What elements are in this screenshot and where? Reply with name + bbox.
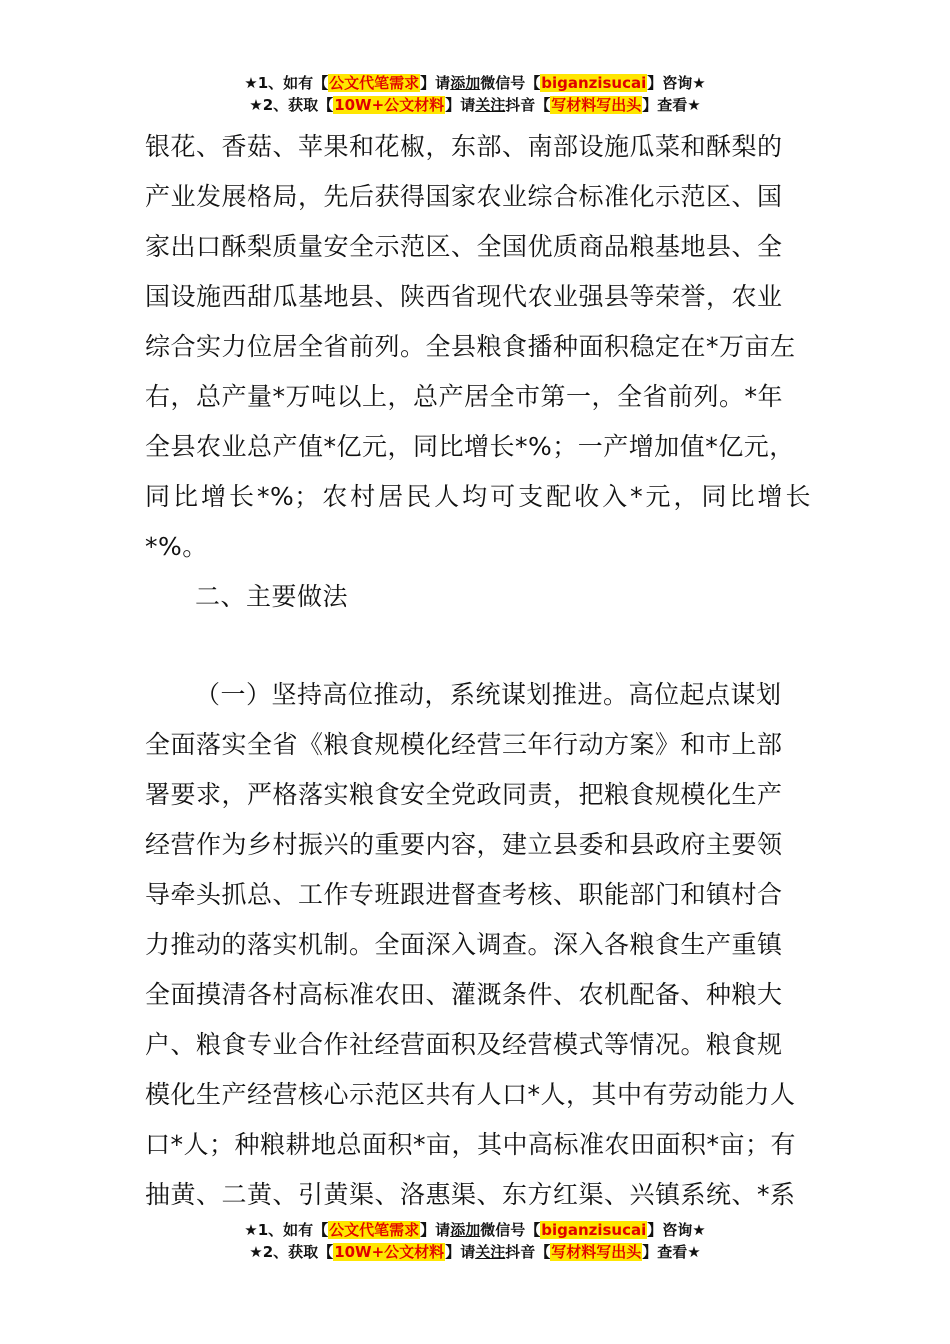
banner-text: 】查看★ bbox=[642, 1243, 701, 1261]
banner-text: 抖音【 bbox=[505, 96, 551, 114]
text-line: 全县农业总产值*亿元，同比增长*%；一产增加值*亿元， bbox=[145, 432, 795, 461]
banner-text: 】查看★ bbox=[642, 96, 701, 114]
banner-text: 】咨询★ bbox=[647, 74, 706, 92]
underlined-word: 关注 bbox=[475, 96, 506, 114]
text-line: 同比增长*%；农村居民人均可支配收入*元，同比增长*%。 bbox=[145, 482, 811, 561]
banner-line-2 bbox=[0, 1241, 950, 1263]
text-line: 产业发展格局，先后获得国家农业综合标准化示范区、国 bbox=[145, 182, 783, 211]
highlight-wechat-id: biganzisucai bbox=[541, 74, 647, 92]
heading-text: 二、主要做法 bbox=[195, 582, 349, 611]
banner-line-1 bbox=[0, 72, 950, 94]
highlight-service: 公文代笔需求 bbox=[329, 74, 420, 92]
footer-banner bbox=[0, 1219, 950, 1263]
highlight-douyin-account: 写材料写出头 bbox=[551, 1243, 642, 1261]
text-line: 银花、香菇、苹果和花椒，东部、南部设施瓜菜和酥梨的 bbox=[145, 132, 783, 161]
text-line: 抽黄、二黄、引黄渠、洛惠渠、东方红渠、兴镇系统、*系 bbox=[145, 1180, 796, 1209]
text-line: 国设施西甜瓜基地县、陕西省现代农业强县等荣誉，农业 bbox=[145, 282, 783, 311]
section-heading bbox=[195, 572, 861, 622]
text-line: 力推动的落实机制。全面深入调查。深入各粮食生产重镇 bbox=[145, 930, 783, 959]
text-line: 右，总产量*万吨以上，总产居全市第一，全省前列。*年 bbox=[145, 382, 784, 411]
text-line: 综合实力位居全省前列。全县粮食播种面积稳定在*万亩左 bbox=[145, 332, 796, 361]
banner-line-2 bbox=[0, 94, 950, 116]
banner-text: 】请 bbox=[420, 74, 451, 92]
banner-text: 微信号【 bbox=[480, 1221, 541, 1239]
banner-text: ★1、如有【 bbox=[244, 74, 329, 92]
text-line: 模化生产经营核心示范区共有人口*人，其中有劳动能力人 bbox=[145, 1080, 796, 1109]
text-line: 全面落实全省《粮食规模化经营三年行动方案》和市上部 bbox=[145, 730, 783, 759]
text-line: 户、粮食专业合作社经营面积及经营模式等情况。粮食规 bbox=[145, 1030, 783, 1059]
paragraph-overview bbox=[145, 122, 811, 572]
underlined-word: 添加 bbox=[450, 74, 481, 92]
banner-text: ★1、如有【 bbox=[244, 1221, 329, 1239]
banner-text: 微信号【 bbox=[480, 74, 541, 92]
highlight-douyin-account: 写材料写出头 bbox=[551, 96, 642, 114]
highlight-materials: 10W+公文材料 bbox=[334, 96, 445, 114]
underlined-word: 关注 bbox=[475, 1243, 506, 1261]
text-line: 全面摸清各村高标准农田、灌溉条件、农机配备、种粮大 bbox=[145, 980, 783, 1009]
banner-text: ★2、获取【 bbox=[249, 1243, 334, 1261]
banner-line-1 bbox=[0, 1219, 950, 1241]
banner-text: 抖音【 bbox=[505, 1243, 551, 1261]
banner-text: 】请 bbox=[445, 1243, 476, 1261]
header-banner bbox=[0, 72, 950, 116]
banner-text: 】咨询★ bbox=[647, 1221, 706, 1239]
text-line: 导牵头抓总、工作专班跟进督查考核、职能部门和镇村合 bbox=[145, 880, 783, 909]
highlight-materials: 10W+公文材料 bbox=[334, 1243, 445, 1261]
banner-text: 】请 bbox=[420, 1221, 451, 1239]
text-line: 口*人；种粮耕地总面积*亩，其中高标准农田面积*亩；有 bbox=[145, 1130, 797, 1159]
text-line: 署要求，严格落实粮食安全党政同责，把粮食规模化生产 bbox=[145, 780, 783, 809]
banner-text: 】请 bbox=[445, 96, 476, 114]
text-line: 经营作为乡村振兴的重要内容，建立县委和县政府主要领 bbox=[145, 830, 783, 859]
text-line: （一）坚持高位推动，系统谋划推进。高位起点谋划 bbox=[195, 680, 782, 709]
highlight-wechat-id: biganzisucai bbox=[541, 1221, 647, 1239]
paragraph-measures bbox=[145, 670, 811, 1220]
highlight-service: 公文代笔需求 bbox=[329, 1221, 420, 1239]
text-line: 家出口酥梨质量安全示范区、全国优质商品粮基地县、全 bbox=[145, 232, 783, 261]
banner-text: ★2、获取【 bbox=[249, 96, 334, 114]
underlined-word: 添加 bbox=[450, 1221, 481, 1239]
